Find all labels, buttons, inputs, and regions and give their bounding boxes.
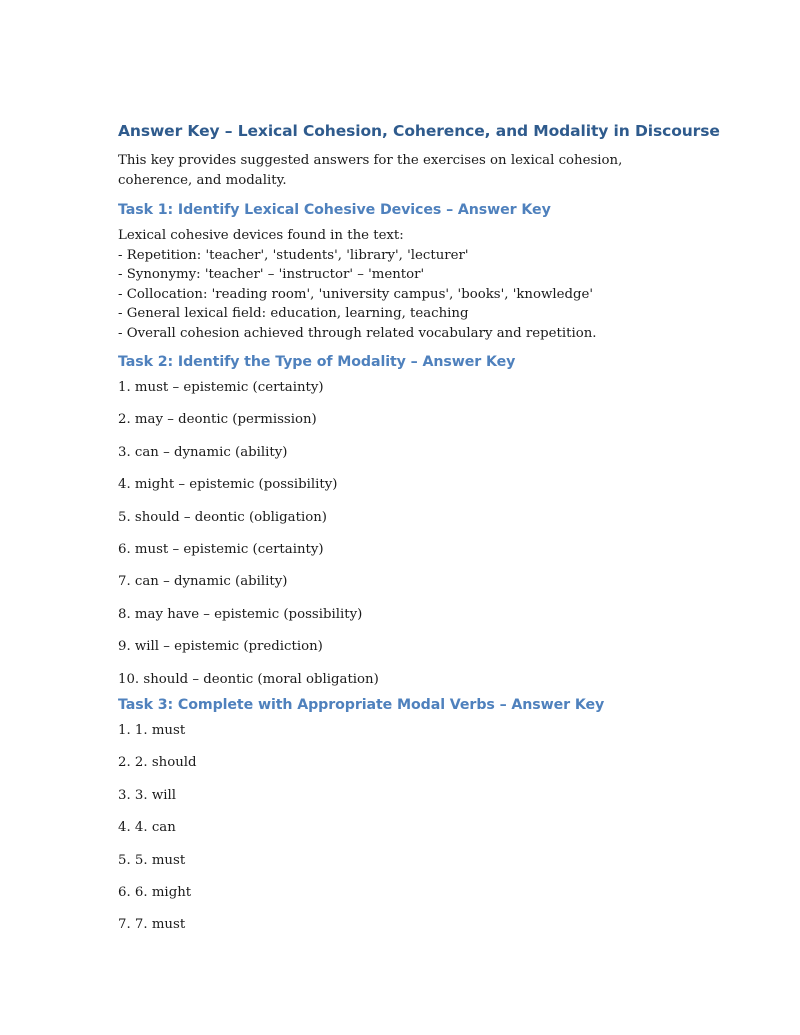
document-body xyxy=(118,120,720,941)
document-title: Answer Key – Lexical Cohesion, Coherence, and Modality in Discourse xyxy=(118,122,720,140)
task3-heading: Task 3: Complete with Appropriate Modal Verbs – Answer Key xyxy=(118,697,605,714)
list-item: 6. must – epistemic (certainty) xyxy=(118,541,324,557)
list-item: 2. 2. should xyxy=(118,755,197,771)
list-item: 5. should – deontic (obligation) xyxy=(118,509,327,525)
task1-section xyxy=(118,200,688,343)
list-item: 5. 5. must xyxy=(118,852,186,868)
list-item: 3. can – dynamic (ability) xyxy=(118,444,288,460)
task1-heading: Task 1: Identify Lexical Cohesive Devices – Answer Key xyxy=(118,202,551,218)
task2-section xyxy=(118,352,688,689)
task3-list xyxy=(118,721,688,935)
list-item: 10. should – deontic (moral obligation) xyxy=(118,671,379,687)
document-intro: This key provides suggested answers for the exercises on lexical cohesion, coherence, and modality. xyxy=(118,153,623,188)
list-item: 4. might – epistemic (possibility) xyxy=(118,477,338,493)
list-item: - Overall cohesion achieved through related vocabulary and repetition. xyxy=(118,325,597,341)
list-item: 4. 4. can xyxy=(118,820,176,836)
list-item: 7. can – dynamic (ability) xyxy=(118,574,288,590)
list-item: 1. 1. must xyxy=(118,723,186,739)
list-item: - General lexical field: education, learning, teaching xyxy=(118,306,469,321)
list-item: 8. may have – epistemic (possibility) xyxy=(118,606,363,622)
list-item: 2. may – deontic (permission) xyxy=(118,412,317,428)
task3-section xyxy=(118,695,688,935)
list-item: - Collocation: 'reading room', 'university campus', 'books', 'knowledge' xyxy=(118,286,594,302)
task1-lead: Lexical cohesive devices found in the text: xyxy=(118,228,404,243)
list-item: 6. 6. might xyxy=(118,884,192,900)
task2-list xyxy=(118,378,688,689)
list-item: 9. will – epistemic (prediction) xyxy=(118,639,323,655)
list-item: - Repetition: 'teacher', 'students', 'library', 'lecturer' xyxy=(118,247,469,263)
list-item: 7. 7. must xyxy=(118,917,186,933)
list-item: 3. 3. will xyxy=(118,787,176,803)
list-item: - Synonymy: 'teacher' – 'instructor' – 'mentor' xyxy=(118,267,425,282)
list-item: 1. must – epistemic (certainty) xyxy=(118,380,324,395)
task1-list xyxy=(118,246,688,344)
task2-heading: Task 2: Identify the Type of Modality – Answer Key xyxy=(118,354,516,370)
